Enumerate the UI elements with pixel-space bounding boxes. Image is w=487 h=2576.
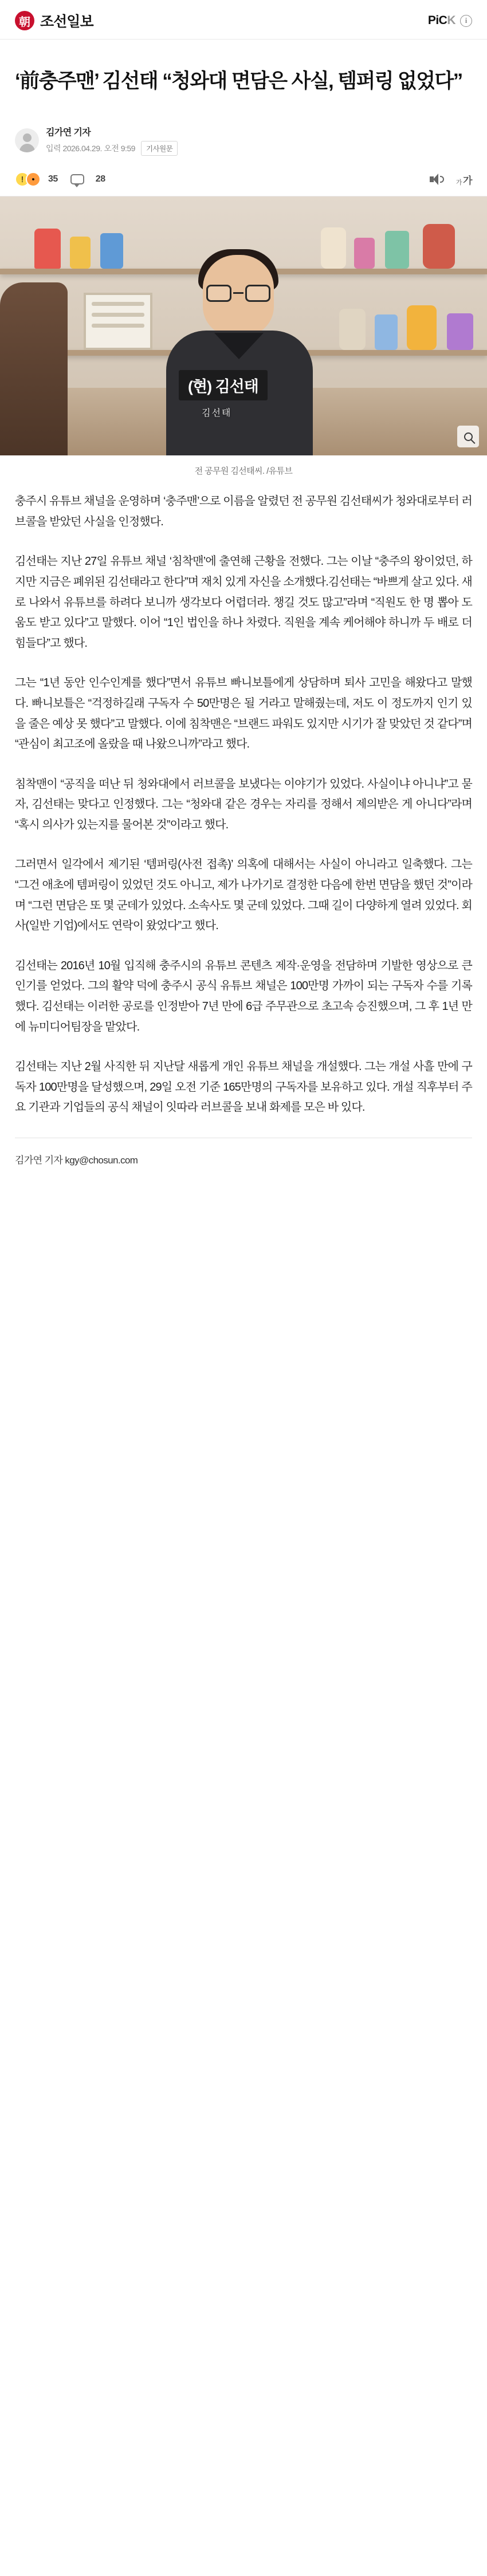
person-glasses (206, 285, 270, 302)
page-title: ‘前충주맨’ 김선태 “청와대 면담은 사실, 템퍼링 없었다” (15, 70, 462, 93)
article-paragraph: 김선태는 지난 27일 유튜브 채널 ‘침착맨’에 출연해 근황을 전했다. 그는 이날 “충주의 왕이었던, 하지만 지금은 폐위된 김선태라고 한다”며 재치 있게 자신을 소개했다.김선태는 “바쁘게 살고 있다. 새로 나와서 유튜브를 하려다 보니까 생각보다 어렵더라. 챙길 것도 많고”라며 “직원도 한 명 뽑아 도움도 받고 있다”고 말했다. 이어 “1인 법인을 하나 차렸다. 직원을 계속 케어해야 하니까 두 배로 더 힘들다”고 했다. (15, 555, 472, 650)
chosun-logo-icon: 朝 (15, 11, 34, 30)
photo-overlay-subtitle: 김선태 (202, 408, 232, 419)
pick-badge-group (428, 14, 472, 27)
reaction-count: 35 (48, 174, 58, 184)
person-secondary (0, 282, 68, 455)
pick-text-k: K (447, 14, 455, 27)
figurine-c (100, 233, 123, 269)
person-main (154, 249, 325, 455)
figurine-a (34, 229, 61, 269)
figurine-b (70, 237, 91, 269)
font-size-button[interactable] (456, 172, 472, 187)
article-paragraph: 그러면서 일각에서 제기된 ‘템퍼링(사전 접촉)’ 의혹에 대해서는 사실이 아니라고 일축했다. 그는 “그건 애초에 템퍼링이 있었던 것도 아니고, 제가 나가기로 결정한 다음에 한번 면담을 했던 것”이라며 “그런 면담은 또 몇 군데가 있었다. 소속사도 몇 군데 있었다. 그때 길이 다양하게 열려 있었다. 회사(일반 기업)에서도 연락이 왔었다”고 했다. (15, 858, 472, 933)
article-paragraph: 김선태는 2016년 10월 입직해 충주시의 유튜브 콘텐츠 제작·운영을 전담하며 기발한 영상으로 큰 인기를 얻었다. 그의 활약 덕에 충주시 공식 유튜브 채널은 100만명 가까이 되는 구독자 수를 기록했다. 김선태는 이러한 공로를 인정받아 7년 만에 6급 주무관으로 초고속 승진했으며, 그 후 1년 만에 뉴미디어팀장을 맡았다. (15, 959, 472, 1033)
listen-article-icon[interactable] (430, 174, 445, 185)
figurine-j (407, 305, 437, 350)
original-article-button[interactable]: 기사원문 (141, 141, 178, 156)
byline (0, 112, 487, 166)
comment-button[interactable] (70, 174, 105, 184)
info-icon[interactable]: i (460, 15, 472, 27)
emoji-angry-icon: • (26, 172, 41, 187)
comment-icon (70, 174, 84, 184)
figurine-i (375, 314, 398, 350)
avatar (15, 128, 39, 152)
figurine-h (339, 309, 366, 350)
article-body (0, 479, 487, 1118)
whiteboard-prop (84, 293, 152, 350)
publisher-brand[interactable] (15, 10, 93, 31)
pick-text: PiC (427, 14, 447, 27)
article-paragraph: 침착맨이 “공직을 떠난 뒤 청와대에서 러브콜을 보냈다는 이야기가 있었다. 사실이냐 아니냐”고 묻자, 김선태는 맞다고 인정했다. 그는 “청와대 같은 경우는 자리를 정해서 제의받은 게 아니다”라며 “혹시 의사가 있는지를 물어본 것”이라고 했다. (15, 777, 472, 831)
font-size-small-label: 가 (455, 179, 462, 186)
emoji-surprised-icon: ! (15, 172, 30, 187)
pick-badge (428, 14, 455, 27)
publish-date: 입력 2026.04.29. 오전 9:59 (46, 144, 135, 154)
emoji-stack (15, 172, 37, 187)
article-figure (0, 196, 487, 479)
byline-text (46, 125, 178, 156)
article-paragraph: 김선태는 지난 2월 사직한 뒤 지난달 새롭게 개인 유튜브 채널을 개설했다. 그는 개설 사흘 만에 구독자 100만명을 달성했으며, 29일 오전 기준 165만명의 구독자를 보유하고 있다. 개설 직후부터 주요 기관과 기업들의 공식 채널이 잇따라 러브콜을 보내 화제를 모은 바 있다. (15, 1060, 472, 1114)
publisher-name: 조선일보 (40, 14, 93, 30)
reporter-name[interactable]: 김가연 기자 (46, 128, 91, 138)
article-paragraph: 그는 “1년 동안 인수인계를 했다”면서 유튜브 빠니보틀에게 상담하며 퇴사 고민을 해왔다고 말했다. 빠니보틀은 “걱정하길래 구독자 수 50만명은 될 거라고 말해줬는데, 저도 이 정도까지 인기 있을 줄은 예상 못 했다”고 말했다. 이에 침착맨은 “브랜드 파워도 있지만 시기가 잘 맞았던 것 같다”며 “관심이 최고조에 올랐을 때 나왔으니까”라고 했다. (15, 677, 472, 751)
figurine-g (423, 224, 455, 269)
reaction-bar (0, 166, 487, 196)
figurine-k (447, 313, 473, 350)
reaction-right-group (430, 172, 472, 187)
reaction-button[interactable] (15, 172, 58, 187)
figurine-e (354, 238, 375, 269)
zoom-icon[interactable] (457, 426, 479, 447)
byline-sub (46, 141, 178, 156)
top-bar (0, 0, 487, 40)
photo-overlay-title: (현) 김선태 (179, 370, 268, 400)
font-size-big-label: 가 (463, 175, 472, 186)
figurine-f (385, 231, 409, 269)
comment-count: 28 (95, 174, 105, 184)
footer-byline: 김가연 기자 kgy@chosun.com (15, 1138, 472, 1186)
article-paragraph: 충주시 유튜브 채널을 운영하며 ‘충주맨’으로 이름을 알렸던 전 공무원 김선태씨가 청와대로부터 러브콜을 받았던 사실을 인정했다. (15, 495, 472, 528)
article-photo[interactable] (0, 196, 487, 455)
article-page (0, 0, 487, 1186)
figure-caption: 전 공무원 김선태씨. /유튜브 (194, 466, 293, 477)
reaction-left-group (15, 172, 105, 187)
